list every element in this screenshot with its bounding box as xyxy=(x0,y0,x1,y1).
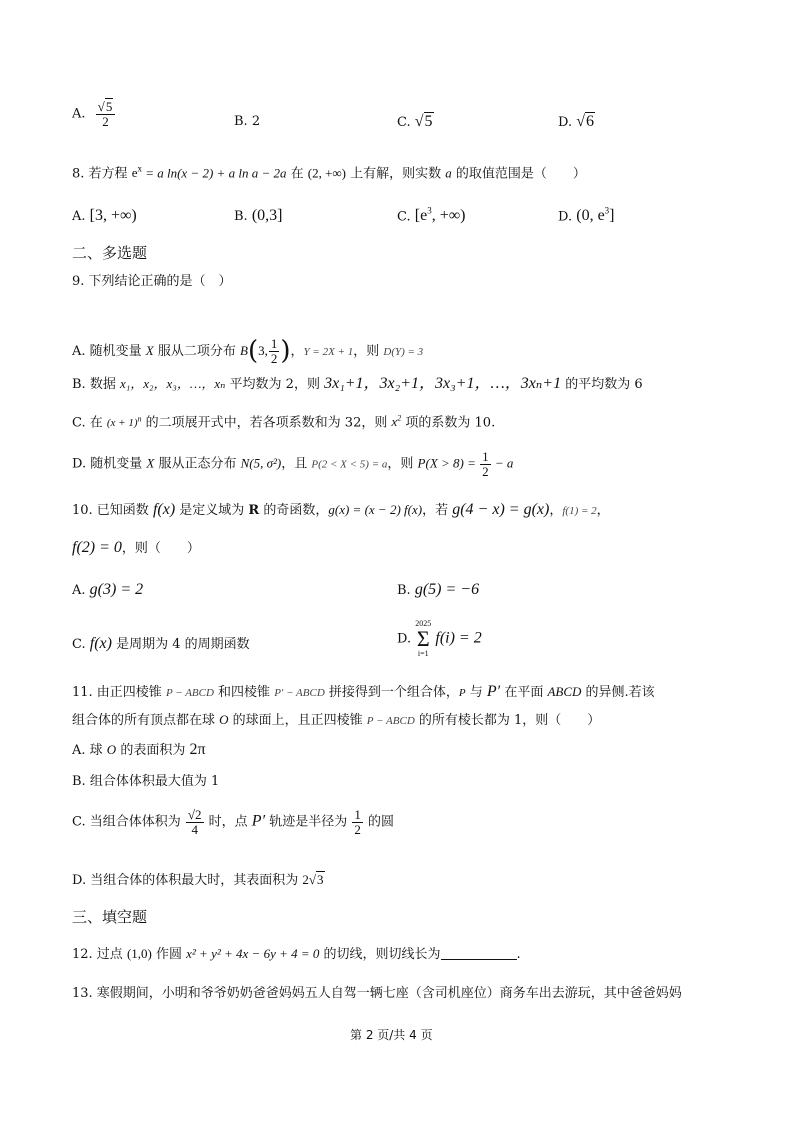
q10-stem: 10. 已知函数 f(x) 是定义域为 R 的奇函数，g(x) = (x − 2) f(x)，若 g(4 − x) = g(x)，f(1) = 2， xyxy=(72,501,610,518)
section-heading-multiple-choice: 二、多选题 xyxy=(72,244,148,262)
q10-stem-line2: f(2) = 0，则（ ） xyxy=(72,539,200,556)
q9-option-a: A. 随机变量 X 服从二项分布 B(3, $\frac{1}{2}$ )，Y = 2X + 1，则 D(Y) = 3 xyxy=(72,336,424,367)
q11-option-c: C. 当组合体体积为 $\frac{√2}{4}$ 时，点 P′ 轨迹是半径为 $\frac{1}{2}$ 的圆 xyxy=(72,807,394,837)
q9-option-b: B. 数据 x₁，x₂，x₃，…，xₙ 平均数为 2，则 3x₁+1，3x₂+1，3x₃+1，…，3xₙ+1 的平均数为 6 xyxy=(72,375,643,392)
q10-option-b: B. g(5) = −6 xyxy=(397,581,480,598)
q11-option-a: A. 球 O 的表面积为 2π xyxy=(72,741,206,758)
q8-option-a: A. [3, +∞) xyxy=(72,207,137,224)
q7-option-d: D. √6 xyxy=(558,113,595,130)
q7-option-c: C. √5 xyxy=(397,113,433,130)
q13-stem: 13. 寒假期间，小明和爷爷奶奶爸爸妈妈五人自驾一辆七座（含司机座位）商务车出去游玩，其中爸爸妈妈 xyxy=(72,986,682,1001)
page-footer: 第 2 页/共 4 页 xyxy=(350,1028,433,1042)
q9-stem: 9. 下列结论正确的是（ ） xyxy=(72,274,232,289)
q11-option-b: B. 组合体体积最大值为 1 xyxy=(72,774,220,789)
q10-option-c: C. f(x) 是周期为 4 的周期函数 xyxy=(72,635,250,652)
q9-option-c: C. 在 $(x + 1)^n$ 的二项展开式中，若各项系数和为 32，则 $x^2$ 项的系数为 10. xyxy=(72,414,496,431)
q12-stem: 12. 过点 (1,0) 作圆 x² + y² + 4x − 6y + 4 = 0 的切线，则切线长为 . xyxy=(72,946,521,962)
q7-option-a: A. $\frac{√5}{2}$ xyxy=(72,100,116,128)
q8-option-c: C. [$e^3$, +∞) xyxy=(397,206,466,225)
q9-option-d: D. 随机变量 X 服从正态分布 N(5, σ²)，且 P(2 < X < 5) = a，则 P(X > 8) = $\frac{1}{2}$ − a xyxy=(72,449,514,479)
q7-option-b: B. 2 xyxy=(234,114,261,129)
q8-stem: 8. 若方程 $e^x = a$ ln(x − 2) + a ln a − 2a 在 (2, +∞) 上有解，则实数 a 的取值范围是（ ） xyxy=(72,164,586,182)
section-heading-fill-in: 三、填空题 xyxy=(72,908,148,926)
answer-blank xyxy=(441,947,517,960)
q11-option-d: D. 当组合体的体积最大时，其表面积为 2√3 xyxy=(72,872,324,888)
q11-stem: 11. 由正四棱锥 P − ABCD 和四棱锥 P′ − ABCD 拼接得到一个组合体，P 与 P′ 在平面 ABCD 的异侧.若该 xyxy=(72,683,655,700)
q8-option-d: D. (0, $e^3$] xyxy=(558,206,615,225)
q10-option-a: A. g(3) = 2 xyxy=(72,581,144,598)
q10-option-d: D. 2025 Σ i=1 f(i) = 2 xyxy=(397,619,482,658)
q8-option-b: B. (0,3] xyxy=(234,207,283,224)
q11-stem-line2: 组合体的所有顶点都在球 O 的球面上，且正四棱锥 P − ABCD 的所有棱长都为 1，则（ ） xyxy=(72,712,601,728)
